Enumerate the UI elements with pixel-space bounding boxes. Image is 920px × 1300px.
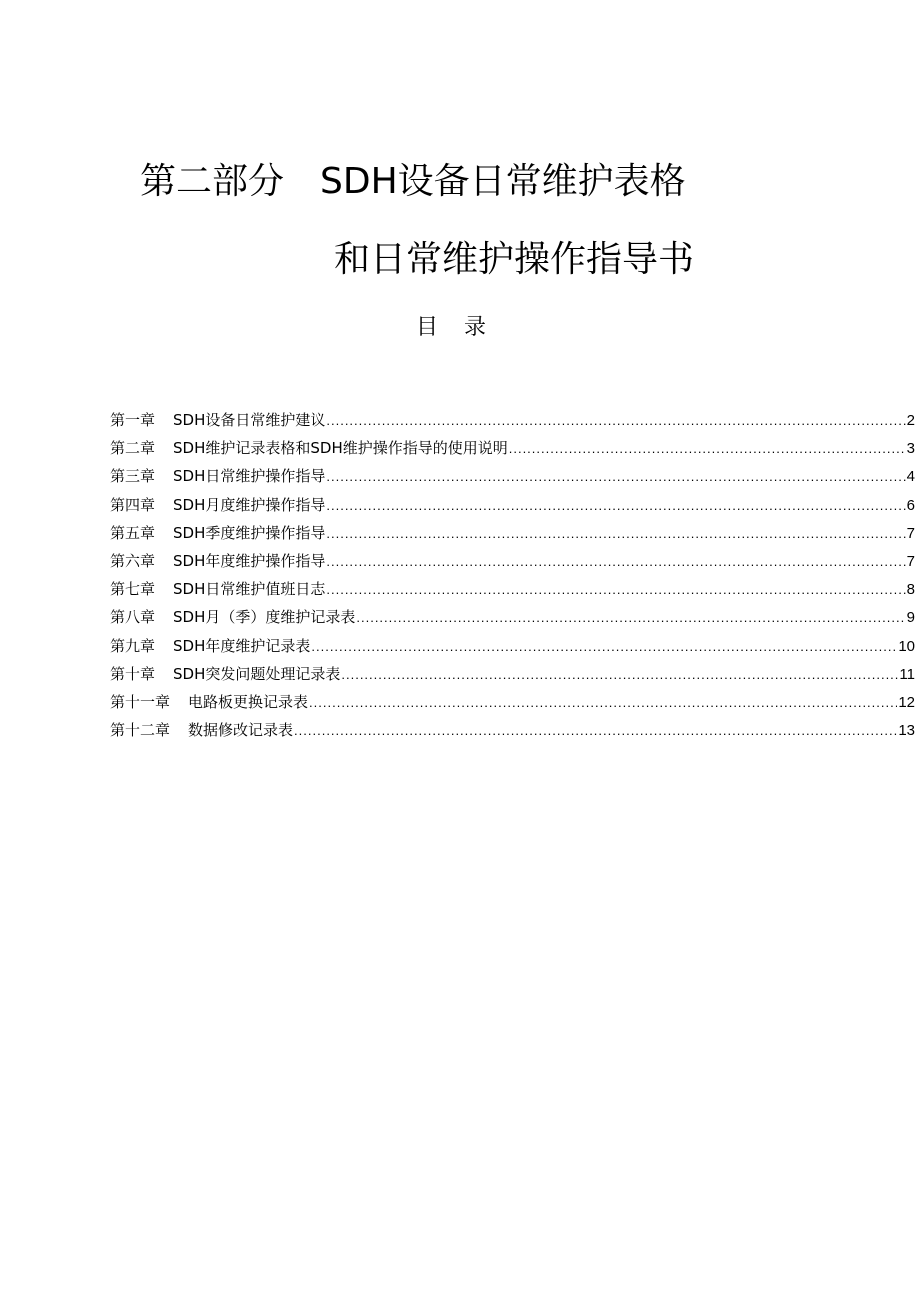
- toc-page-number: 13: [898, 722, 915, 740]
- toc-page-number: 6: [906, 496, 915, 514]
- toc-leader-dots: [294, 717, 897, 745]
- toc-page-number: 11: [899, 665, 915, 683]
- toc-leader-dots: [326, 463, 905, 491]
- toc-leader-dots: [311, 633, 897, 661]
- toc-page-number: 4: [906, 468, 915, 486]
- toc-title: SDH季度维护操作指导: [173, 523, 326, 542]
- toc-entry[interactable]: [110, 519, 915, 547]
- toc-entry[interactable]: [110, 547, 915, 575]
- toc-leader-dots: [309, 689, 897, 717]
- toc-title: 电路板更换记录表: [188, 692, 309, 711]
- toc-title: SDH日常维护值班日志: [173, 580, 326, 599]
- toc-entry[interactable]: [110, 575, 915, 603]
- toc-entry[interactable]: [110, 603, 915, 631]
- toc-leader-dots: [326, 548, 905, 576]
- toc-entry[interactable]: [110, 406, 915, 434]
- toc-page-number: 7: [906, 524, 915, 542]
- toc-leader-dots: [326, 576, 905, 604]
- toc-page-number: 9: [906, 609, 915, 627]
- toc-leader-dots: [326, 492, 905, 520]
- toc-title: SDH年度维护记录表: [173, 636, 311, 655]
- toc-chapter: 第三章: [110, 467, 156, 486]
- table-of-contents: [110, 406, 915, 744]
- document-title-line-1: 第二部分 SDH设备日常维护表格: [140, 161, 686, 202]
- toc-title: SDH设备日常维护建议: [173, 411, 326, 429]
- toc-chapter: 第六章: [110, 551, 156, 570]
- toc-entry[interactable]: [110, 491, 915, 519]
- toc-entry[interactable]: [110, 632, 915, 660]
- toc-chapter: 第十章: [110, 664, 156, 683]
- toc-chapter: 第二章: [110, 439, 156, 458]
- toc-chapter: 第九章: [110, 636, 156, 655]
- toc-page-number: 3: [906, 440, 915, 458]
- toc-entry[interactable]: [110, 688, 915, 716]
- toc-entry[interactable]: [110, 434, 915, 462]
- toc-chapter: 第五章: [110, 523, 156, 542]
- toc-heading: 目录: [416, 315, 513, 340]
- toc-title: SDH日常维护操作指导: [173, 467, 326, 486]
- toc-chapter: 第十一章: [110, 692, 171, 711]
- toc-page-number: 8: [906, 581, 915, 599]
- toc-leader-dots: [326, 407, 905, 435]
- toc-leader-dots: [356, 604, 905, 632]
- toc-entry[interactable]: [110, 716, 915, 744]
- toc-page-number: 7: [906, 552, 915, 570]
- toc-page-number: 2: [906, 412, 915, 429]
- toc-title: SDH月（季）度维护记录表: [173, 608, 356, 627]
- toc-entry[interactable]: [110, 462, 915, 490]
- toc-chapter: 第七章: [110, 580, 156, 599]
- document-title-line-2: 和日常维护操作指导书: [334, 239, 695, 280]
- toc-leader-dots: [509, 435, 906, 463]
- toc-title: 数据修改记录表: [188, 721, 294, 740]
- toc-chapter: 第八章: [110, 608, 156, 627]
- toc-page-number: 12: [898, 693, 915, 711]
- toc-chapter: 第一章: [110, 411, 156, 429]
- toc-title: SDH月度维护操作指导: [173, 495, 326, 514]
- toc-chapter: 第十二章: [110, 721, 171, 740]
- toc-title: SDH年度维护操作指导: [173, 551, 326, 570]
- toc-title: SDH维护记录表格和SDH维护操作指导的使用说明: [173, 439, 508, 458]
- toc-page-number: 10: [898, 637, 915, 655]
- toc-entry[interactable]: [110, 660, 915, 688]
- toc-leader-dots: [341, 661, 898, 689]
- toc-leader-dots: [326, 520, 905, 548]
- toc-chapter: 第四章: [110, 495, 156, 514]
- toc-title: SDH突发问题处理记录表: [173, 664, 341, 683]
